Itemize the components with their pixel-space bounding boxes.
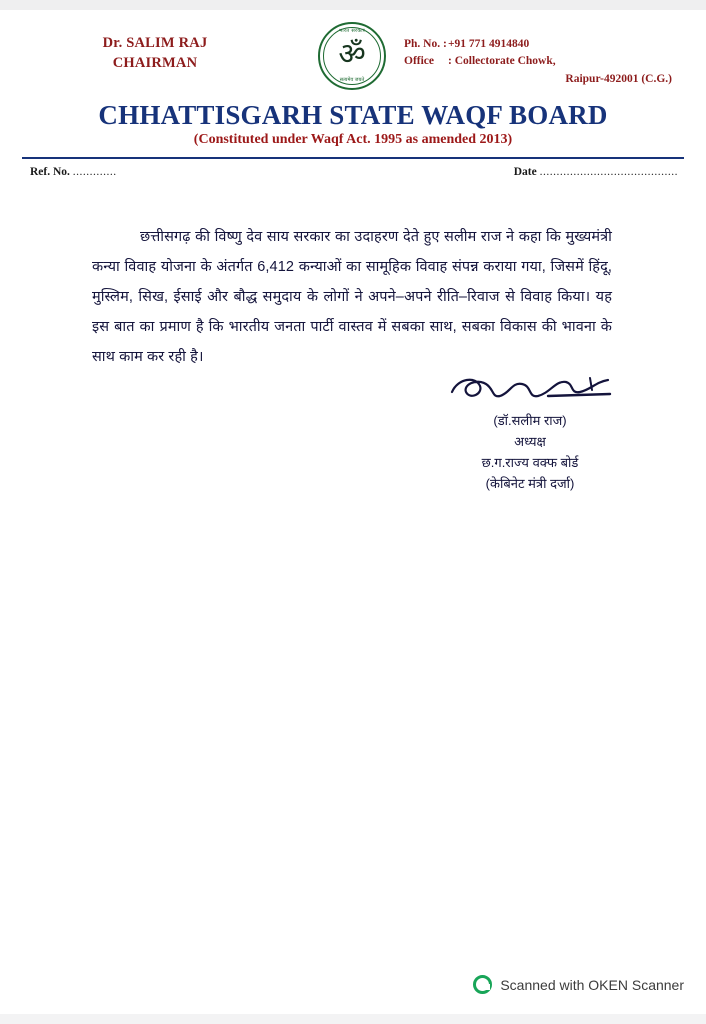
signature-block — [400, 372, 660, 494]
contact-block — [404, 36, 674, 88]
signatory-organization: छ.ग.राज्य वक्फ बोर्ड — [481, 455, 579, 470]
top-margin-bar — [0, 0, 706, 10]
date-label: Date — [513, 166, 537, 178]
emblem-bottom-text: सत्यमेव जयते — [339, 77, 365, 83]
office-row — [404, 53, 674, 70]
ref-no-field — [30, 166, 117, 178]
chairman-name: Dr. SALIM RAJ — [102, 35, 208, 51]
date-field — [514, 166, 678, 178]
board-subtitle: (Constituted under Waqf Act. 1995 as amended 2013) — [193, 132, 513, 147]
ref-no-label: Ref. No. — [30, 166, 70, 178]
office-row-2 — [404, 71, 674, 88]
office-label: Office — [404, 55, 435, 68]
signatory-designation: अध्यक्ष — [514, 434, 546, 449]
office-value-2: Raipur-492001 (C.G.) — [565, 72, 672, 85]
phone-value: +91 771 4914840 — [448, 38, 530, 50]
emblem-top-text: भारत सरकार — [338, 28, 366, 34]
phone-row — [404, 36, 674, 53]
scanner-watermark-text: Scanned with OKEN Scanner — [500, 976, 684, 993]
signature-lines — [400, 410, 660, 494]
oken-scanner-icon — [473, 975, 492, 994]
office-value: : Collectorate Chowk, — [448, 55, 556, 68]
signatory-name: (डॉ.सलीम राज) — [493, 413, 567, 428]
date-dots: ......................................... — [539, 166, 678, 178]
scanner-watermark — [473, 975, 684, 994]
handwritten-signature-icon — [440, 372, 620, 408]
signatory-rank: (केबिनेट मंत्री दर्जा) — [485, 476, 575, 491]
chairman-block — [40, 34, 270, 73]
page-title: CHHATTISGARH STATE WAQF BOARD — [98, 100, 608, 130]
emblem-lion-capital-icon: ॐ — [338, 37, 366, 72]
phone-label: Ph. No. : — [404, 38, 447, 50]
chairman-title: CHAIRMAN — [112, 54, 198, 71]
bottom-margin-bar — [0, 1014, 706, 1024]
header-divider — [22, 157, 684, 159]
ref-no-dots: ............. — [72, 166, 117, 178]
emblem-icon — [318, 22, 390, 94]
letter-body-paragraph: छत्तीसगढ़ की विष्णु देव साय सरकार का उदाहरण देते हुए सलीम राज ने कहा कि मुख्यमंत्री कन्या विवाह योजना के अंतर्गत 6,412 कन्याओं का सामूहिक विवाह संपन्न कराया गया, जिसमें हिंदू, मुस्लिम, सिख, ईसाई और बौद्ध समुदाय के लोगों ने अपने–अपने रीति–रिवाज से विवाह किया। यह इस बात का प्रमाण है कि भारतीय जनता पार्टी वास्तव में सबका साथ, सबका विकास की भावना के साथ काम कर रही है। — [92, 229, 612, 365]
